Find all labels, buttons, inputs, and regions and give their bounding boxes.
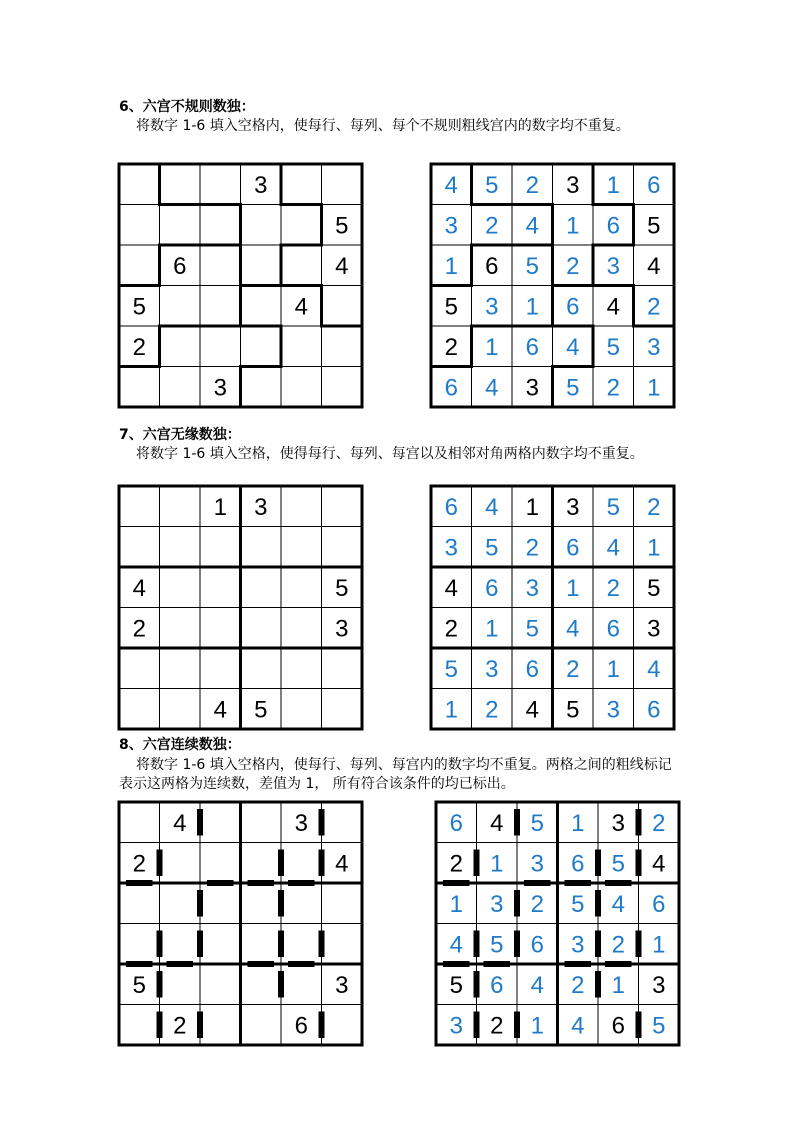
solution-digit: 2 [647, 493, 661, 521]
given-digit: 5 [132, 971, 146, 999]
solution-digit: 3 [444, 534, 458, 562]
solution-digit: 5 [611, 850, 625, 878]
solution-digit: 6 [652, 890, 666, 918]
given-digit: 1 [213, 493, 227, 521]
grid-canvas [119, 802, 362, 1045]
solution-digit: 4 [571, 1012, 585, 1040]
consecutive-marker [474, 850, 480, 877]
given-digit: 5 [254, 696, 268, 724]
consecutive-marker [636, 1012, 642, 1039]
solution-digit: 6 [606, 615, 620, 643]
solution-digit: 4 [530, 971, 544, 999]
consecutive-marker [474, 931, 480, 958]
consecutive-marker [278, 890, 284, 917]
section-description: 将数字 1-6 填入空格内，使每行、每列、每宫内的数字均不重复。两格之间的粗线标记表示这两格为连续数，差值为 1， 所有符合该条件的均已标出。 [119, 757, 672, 792]
solution-digit: 3 [647, 333, 661, 361]
solution-digit: 2 [606, 574, 620, 602]
consecutive-marker [248, 880, 275, 886]
grid-canvas [119, 486, 362, 729]
consecutive-marker [278, 850, 284, 877]
solution-digit: 5 [490, 931, 504, 959]
irregular-solution-grid [431, 164, 674, 407]
given-digit: 3 [647, 615, 661, 643]
solution-digit: 6 [606, 212, 620, 240]
solution-digit: 4 [647, 655, 661, 683]
consecutive-marker [288, 880, 315, 886]
given-digit: 3 [213, 374, 227, 402]
solution-digit: 3 [530, 850, 544, 878]
given-digit: 5 [335, 574, 349, 602]
given-digit: 3 [294, 809, 308, 837]
grid-canvas [436, 802, 679, 1045]
solution-digit: 6 [485, 574, 499, 602]
solution-digit: 1 [566, 574, 580, 602]
solution-digit: 4 [485, 374, 499, 402]
solution-digit: 6 [490, 971, 504, 999]
solution-digit: 3 [485, 293, 499, 321]
solution-digit: 1 [606, 655, 620, 683]
given-digit: 4 [490, 809, 504, 837]
consecutive-marker [605, 880, 632, 886]
solution-digit: 4 [566, 333, 580, 361]
consecutive-marker [207, 880, 234, 886]
given-digit: 4 [606, 293, 620, 321]
given-digit: 4 [652, 850, 666, 878]
given-digit: 6 [173, 252, 187, 280]
given-digit: 2 [132, 615, 146, 643]
given-digit: 2 [444, 333, 458, 361]
solution-digit: 3 [490, 890, 504, 918]
solution-digit: 1 [449, 890, 463, 918]
consecutive-marker [474, 971, 480, 998]
given-digit: 4 [132, 574, 146, 602]
solution-digit: 5 [606, 333, 620, 361]
solution-digit: 5 [485, 171, 499, 199]
solution-digit: 5 [485, 534, 499, 562]
grid-canvas [431, 486, 674, 729]
consecutive-marker [443, 961, 470, 967]
solution-digit: 1 [647, 374, 661, 402]
given-digit: 6 [294, 1012, 308, 1040]
solution-digit: 5 [444, 655, 458, 683]
consecutive-marker [524, 880, 551, 886]
consecutive-marker [197, 890, 203, 917]
solution-digit: 6 [449, 809, 463, 837]
given-digit: 3 [566, 493, 580, 521]
solution-digit: 6 [444, 493, 458, 521]
given-digit: 4 [173, 809, 187, 837]
given-digit: 4 [335, 850, 349, 878]
consecutive-marker [636, 850, 642, 877]
section-description: 将数字 1-6 填入空格，使得每行、每列、每宫以及相邻对角两格内数字均不重复。 [136, 446, 644, 462]
given-digit: 4 [213, 696, 227, 724]
given-digit: 5 [335, 212, 349, 240]
consecutive-marker [484, 961, 511, 967]
solution-digit: 1 [485, 333, 499, 361]
solution-digit: 6 [525, 333, 539, 361]
given-digit: 5 [566, 696, 580, 724]
given-digit: 2 [444, 615, 458, 643]
solution-digit: 1 [530, 1012, 544, 1040]
section-title: 6、六宫不规则数独： [119, 99, 255, 115]
given-digit: 4 [294, 293, 308, 321]
consecutive-marker [157, 931, 163, 958]
grid-canvas [119, 164, 362, 407]
solution-digit: 5 [652, 1012, 666, 1040]
consecutive-marker [636, 931, 642, 958]
given-digit: 2 [490, 1012, 504, 1040]
given-digit: 5 [647, 212, 661, 240]
consecutive-marker [319, 931, 325, 958]
given-digit: 2 [132, 850, 146, 878]
solution-digit: 3 [606, 696, 620, 724]
consecutive-marker [197, 809, 203, 836]
consecutive-marker [595, 931, 601, 958]
solution-digit: 5 [530, 809, 544, 837]
solution-digit: 2 [652, 809, 666, 837]
consecutive-marker [636, 809, 642, 836]
given-digit: 5 [444, 293, 458, 321]
given-digit: 3 [611, 809, 625, 837]
solution-digit: 1 [606, 171, 620, 199]
consecutive-marker [514, 1012, 520, 1039]
given-digit: 4 [444, 574, 458, 602]
solution-digit: 2 [485, 212, 499, 240]
solution-digit: 3 [449, 1012, 463, 1040]
solution-digit: 5 [525, 252, 539, 280]
solution-digit: 4 [485, 493, 499, 521]
anti-diagonal-puzzle-grid [119, 486, 362, 729]
consecutive-marker [278, 971, 284, 998]
consecutive-marker [126, 961, 153, 967]
solution-digit: 6 [444, 374, 458, 402]
consecutive-marker [197, 931, 203, 958]
given-digit: 5 [449, 971, 463, 999]
solution-digit: 3 [571, 931, 585, 959]
irregular-puzzle-grid [119, 164, 362, 407]
consecutive-marker [319, 1012, 325, 1039]
consecutive-marker [288, 961, 315, 967]
solution-digit: 2 [525, 171, 539, 199]
consecutive-marker [595, 890, 601, 917]
given-digit: 2 [132, 333, 146, 361]
solution-digit: 4 [566, 615, 580, 643]
consecutive-marker [565, 961, 592, 967]
solution-digit: 1 [566, 212, 580, 240]
section-description: 将数字 1-6 填入空格内，使每行、每列、每个不规则粗线宫内的数字均不重复。 [136, 118, 630, 134]
solution-digit: 1 [485, 615, 499, 643]
given-digit: 3 [566, 171, 580, 199]
given-digit: 5 [647, 574, 661, 602]
consecutive-marker [443, 880, 470, 886]
solution-digit: 2 [571, 971, 585, 999]
consecutive-marker [514, 809, 520, 836]
solution-digit: 4 [525, 212, 539, 240]
solution-digit: 4 [444, 171, 458, 199]
consecutive-marker [157, 850, 163, 877]
solution-digit: 5 [566, 374, 580, 402]
solution-digit: 5 [525, 615, 539, 643]
solution-digit: 1 [571, 809, 585, 837]
solution-digit: 3 [485, 655, 499, 683]
consecutive-marker [565, 880, 592, 886]
consecutive-marker [514, 890, 520, 917]
solution-digit: 2 [530, 890, 544, 918]
given-digit: 1 [525, 493, 539, 521]
consecutive-marker [319, 850, 325, 877]
solution-digit: 1 [444, 696, 458, 724]
consecutive-marker [126, 880, 153, 886]
solution-digit: 4 [449, 931, 463, 959]
given-digit: 5 [132, 293, 146, 321]
consecutive-marker [278, 931, 284, 958]
consecutive-marker [197, 1012, 203, 1039]
solution-digit: 4 [611, 890, 625, 918]
given-digit: 6 [611, 1012, 625, 1040]
consecutive-marker [157, 1012, 163, 1039]
given-digit: 4 [335, 252, 349, 280]
given-digit: 4 [647, 252, 661, 280]
given-digit: 2 [173, 1012, 187, 1040]
consecutive-marker [595, 850, 601, 877]
solution-digit: 2 [566, 252, 580, 280]
consecutive-marker [605, 961, 632, 967]
consecutive-marker [319, 809, 325, 836]
solution-digit: 1 [652, 931, 666, 959]
solution-digit: 2 [647, 293, 661, 321]
solution-digit: 2 [525, 534, 539, 562]
solution-digit: 6 [647, 696, 661, 724]
solution-digit: 6 [647, 171, 661, 199]
consecutive-marker [474, 1012, 480, 1039]
grid-canvas [431, 164, 674, 407]
solution-digit: 3 [606, 252, 620, 280]
solution-digit: 6 [530, 931, 544, 959]
consecutive-solution-grid [436, 802, 679, 1045]
given-digit: 4 [525, 696, 539, 724]
solution-digit: 1 [444, 252, 458, 280]
solution-digit: 6 [571, 850, 585, 878]
solution-digit: 6 [566, 293, 580, 321]
consecutive-marker [157, 971, 163, 998]
solution-digit: 6 [566, 534, 580, 562]
anti-diagonal-solution-grid [431, 486, 674, 729]
given-digit: 3 [335, 615, 349, 643]
solution-digit: 5 [606, 493, 620, 521]
solution-digit: 1 [611, 971, 625, 999]
section-title: 8、六宫连续数独： [119, 737, 241, 753]
solution-digit: 1 [490, 850, 504, 878]
consecutive-marker [595, 971, 601, 998]
solution-digit: 2 [485, 696, 499, 724]
given-digit: 3 [335, 971, 349, 999]
solution-digit: 2 [606, 374, 620, 402]
given-digit: 3 [254, 171, 268, 199]
solution-digit: 2 [611, 931, 625, 959]
solution-digit: 6 [525, 655, 539, 683]
consecutive-marker [167, 961, 194, 967]
given-digit: 3 [652, 971, 666, 999]
solution-digit: 3 [444, 212, 458, 240]
solution-digit: 4 [606, 534, 620, 562]
given-digit: 3 [254, 493, 268, 521]
given-digit: 6 [485, 252, 499, 280]
consecutive-puzzle-grid [119, 802, 362, 1045]
given-digit: 3 [525, 374, 539, 402]
solution-digit: 3 [525, 574, 539, 602]
solution-digit: 2 [566, 655, 580, 683]
solution-digit: 1 [647, 534, 661, 562]
section-title: 7、六宫无缘数独： [119, 427, 241, 443]
given-digit: 2 [449, 850, 463, 878]
consecutive-marker [248, 961, 275, 967]
consecutive-marker [514, 931, 520, 958]
solution-digit: 5 [571, 890, 585, 918]
solution-digit: 1 [525, 293, 539, 321]
